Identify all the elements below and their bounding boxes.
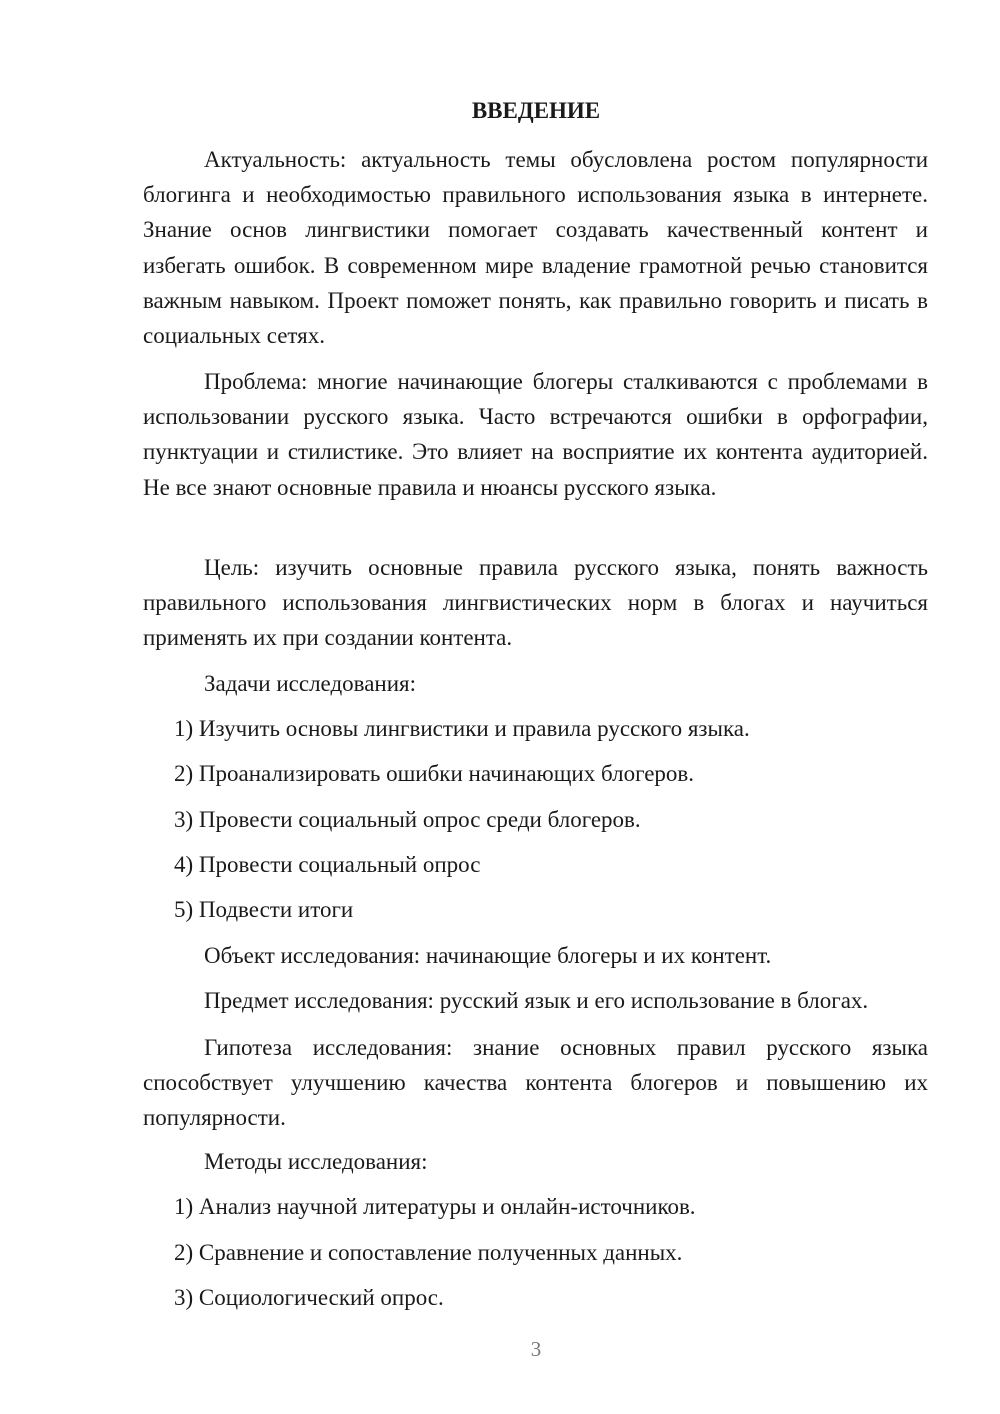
goal-paragraph: Цель: изучить основные правила русского языка, понять важность правильного использования лингвистических норм в блогах и научиться применять их при создании контента. (143, 555, 928, 651)
methods-heading: Методы исследования: (204, 1149, 428, 1174)
tasks-list-item (143, 895, 928, 925)
subject-block (143, 986, 928, 1016)
method-item-1: 1) Анализ научной литературы и онлайн-источников. (174, 1194, 696, 1219)
method-item-2: 2) Сравнение и сопоставление полученных данных. (174, 1240, 683, 1265)
research-object: Объект исследования: начинающие блогеры и их контент. (204, 943, 772, 968)
tasks-list-item (143, 759, 928, 789)
research-subject: Предмет исследования: русский язык и его использование в блогах. (204, 988, 869, 1013)
tasks-heading-block (143, 669, 928, 699)
task-item-4: 4) Провести социальный опрос (174, 852, 481, 877)
object-block (143, 941, 928, 971)
task-item-2: 2) Проанализировать ошибки начинающих блогеров. (174, 761, 695, 786)
page-number: 3 (530, 1337, 542, 1361)
methods-list-item (143, 1238, 928, 1268)
relevance-paragraph: Актуальность: актуальность темы обусловлена ростом популярности блогинга и необходимостью правильного использования языка в интернете. Знание основ лингвистики помогает создавать качественный контент и избегать ошибок. В современном мире владение грамотной речью становится важным навыком. Проект поможет понять, как правильно говорить и писать в социальных сетях. (143, 147, 928, 349)
problem-paragraph: Проблема: многие начинающие блогеры сталкиваются с проблемами в использовании русского языка. Часто встречаются ошибки в орфографии, пунктуации и стилистике. Это влияет на восприятие их контента аудиторией. Не все знают основные правила и нюансы русского языка. (143, 369, 928, 500)
task-item-3: 3) Провести социальный опрос среди блогеров. (174, 807, 641, 832)
task-item-5: 5) Подвести итоги (174, 897, 354, 922)
hypothesis-paragraph: Гипотеза исследования: знание основных правил русского языка способствует улучшению качества контента блогеров и повышению их популярности. (143, 1035, 928, 1131)
hypothesis-paragraph-block (143, 1030, 928, 1136)
goal-paragraph-block (143, 550, 928, 656)
task-item-1: 1) Изучить основы лингвистики и правила русского языка. (174, 716, 750, 741)
methods-list-item (143, 1283, 928, 1313)
methods-heading-block (143, 1147, 928, 1177)
tasks-list-item (143, 805, 928, 835)
relevance-paragraph-block (143, 142, 928, 353)
problem-paragraph-block (143, 364, 928, 505)
tasks-heading: Задачи исследования: (204, 671, 417, 696)
methods-list-item (143, 1192, 928, 1222)
section-title: ВВЕДЕНИЕ (471, 98, 601, 123)
method-item-3: 3) Социологический опрос. (174, 1285, 444, 1310)
tasks-list-item (143, 850, 928, 880)
tasks-list-item (143, 714, 928, 744)
